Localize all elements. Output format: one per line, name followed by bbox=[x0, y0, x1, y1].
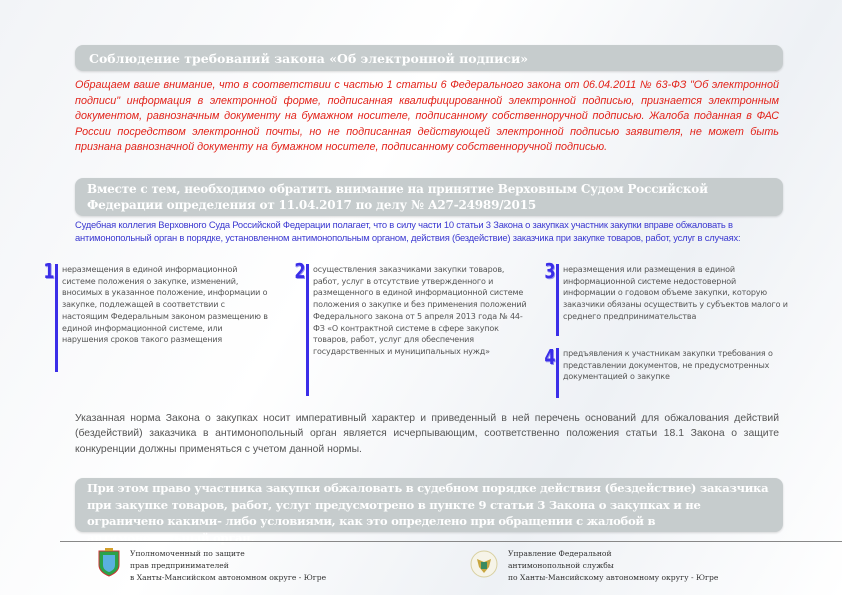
footer-divider bbox=[60, 541, 842, 542]
item-number-1: 1 bbox=[43, 259, 55, 283]
list-item-3: неразмещения или размещения в единой информационной системе недостоверной информации о годовом объеме закупки, которую заказчики обязаны осуществить у субъектов малого и среднего предпринимательства bbox=[556, 264, 788, 336]
footer-right-line: по Ханты-Мансийскому автономному округу - Югре bbox=[508, 573, 719, 582]
footer-right-line: антимонопольной службы bbox=[508, 561, 614, 570]
footer-left-org bbox=[130, 548, 326, 584]
electronic-signature-notice: Обращаем ваше внимание, что в соответствии с частью 1 статьи 6 Федерального закона от 06.04.2011 № 63-ФЗ "Об электронной подписи" информация в электронной форме, подписанная квалифицированной электронной подписью, признается электронным документом, равнозначным документу на бумажном носителе, подписанному собственноручной подписью. Жалоба поданная в ФАС России посредством электронной почты, но не подписанная действующей электронной подписью заявителя, не может быть признана равнозначной документу на бумажном носителе, подписанному собственноручной подписью. bbox=[75, 79, 779, 154]
footer-left-line: в Ханты-Мансийском автономном округе - Югре bbox=[130, 573, 327, 582]
fas-emblem-icon bbox=[469, 549, 499, 579]
supreme-court-intro: Судебная коллегия Верховного Суда Российской Федерации полагает, что в силу части 10 статьи 3 Закона о закупках участник закупки вправе обжаловать в антимонопольный орган в порядке, установленном антимонопольным органом, действия (бездействие) заказчика при закупке товаров, работ, услуг в случаях: bbox=[75, 219, 741, 243]
khmao-emblem-icon bbox=[96, 547, 122, 577]
list-item-2: осуществления заказчиками закупки товаров, работ, услуг в отсутствие утвержденного и размещенного в единой информационной системе положения о закупке и без применения положений Федерального закона от 5 апреля 2013 года № 44-ФЗ «О контрактной системе в сфере закупок товаров, работ, услуг для обеспечения государственных и муниципальных нужд» bbox=[306, 264, 528, 396]
section-title-court-appeal: При этом право участника закупки обжаловать в судебном порядке действия (бездействие) заказчика при закупке товаров, работ, услуг предусмотрено в пункте 9 статьи 3 Закона о закупках и не ограничено какими- либо условиями, как это определено при обращении с жалобой в антимонопольный орган. bbox=[75, 478, 783, 532]
item-number-3: 3 bbox=[544, 259, 556, 283]
footer-right-org bbox=[508, 548, 718, 584]
list-item-1: неразмещения в единой информационной системе положения о закупке, изменений, вносимых в указанное положение, информации о закупке, подлежащей в соответствии с настоящим Федеральным законом размещению в единой информационной системе, или нарушения сроков такого размещения bbox=[55, 264, 270, 372]
footer-left-line: Уполномоченный по защите bbox=[130, 549, 245, 558]
item-number-2: 2 bbox=[294, 259, 306, 283]
section-title-electronic-signature: Соблюдение требований закона «Об электронной подписи» bbox=[75, 45, 783, 71]
footer-right-line: Управление Федеральной bbox=[508, 549, 612, 558]
footer-left-line: прав предпринимателей bbox=[130, 561, 229, 570]
conclusion-paragraph: Указанная норма Закона о закупках носит императивный характер и приведенный в ней перечень оснований для обжалования действий (бездействий) заказчика в антимонопольный орган является исчерпывающим, соответственно положения статьи 18.1 Закона о защите конкуренции должны применяться с учетом данной нормы. bbox=[75, 413, 779, 455]
item-number-4: 4 bbox=[544, 345, 556, 369]
section-title-supreme-court: Вместе с тем, необходимо обратить внимание на принятие Верховным Судом Российской Федерации определения от 11.04.2017 по делу № А27-24989/2015 bbox=[75, 178, 783, 216]
list-item-4: предъявления к участникам закупки требования о представлении документов, не предусмотренных документацией о закупке bbox=[556, 348, 788, 398]
